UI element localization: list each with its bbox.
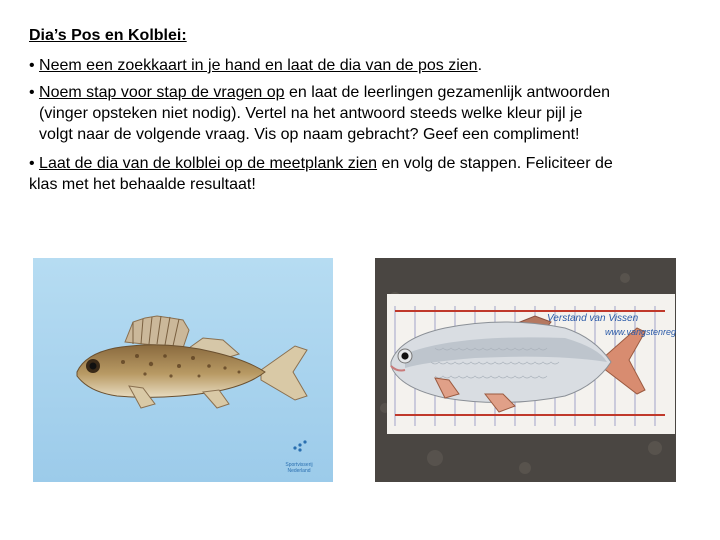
logo-text-1: Sportvisserij xyxy=(285,462,313,468)
bullet-2-text: en laat de leerlingen gezamenlijk antwoorden xyxy=(284,84,611,101)
bullet-marker: • xyxy=(29,57,40,74)
board-brand-text: Verstand van Vissen xyxy=(547,313,639,324)
bullet-1-text: . xyxy=(477,57,483,74)
sportvisserij-logo xyxy=(282,462,316,474)
bullet-2 xyxy=(29,82,699,145)
bullet-1 xyxy=(29,55,709,76)
pos-fish-image xyxy=(33,258,333,482)
pos-fish-illustration xyxy=(33,258,333,482)
bullet-marker: • xyxy=(29,155,40,172)
logo-text-2: Nederland xyxy=(287,468,311,474)
bullet-3-text: en volg de stappen. Feliciteer de xyxy=(377,155,613,172)
bullet-marker: • xyxy=(29,84,40,101)
bullet-3-underlined-text: Laat de dia van de kolblei op de meetplank zien xyxy=(39,155,378,172)
bullet-3-line-2: klas met het behaalde resultaat! xyxy=(29,176,256,193)
board-website-text: www.vangstenreg xyxy=(605,327,676,337)
bullet-2-line-2: (vinger opsteken niet nodig). Vertel na het antwoord steeds welke kleur pijl je xyxy=(39,105,583,122)
bullet-2-underlined-text: Noem stap voor stap de vragen op xyxy=(39,84,285,101)
kolblei-measuring-board-illustration xyxy=(375,258,676,482)
bullet-1-underlined-text: Neem een zoekkaart in je hand en laat de dia van de pos zien xyxy=(39,57,478,74)
slide-title: Dia’s Pos en Kolblei: xyxy=(29,27,187,44)
bullet-2-line-3: volgt naar de volgende vraag. Vis op naam gebracht? Geef een compliment! xyxy=(39,126,580,143)
bullet-3 xyxy=(29,153,699,195)
kolblei-fish-image xyxy=(375,258,676,482)
